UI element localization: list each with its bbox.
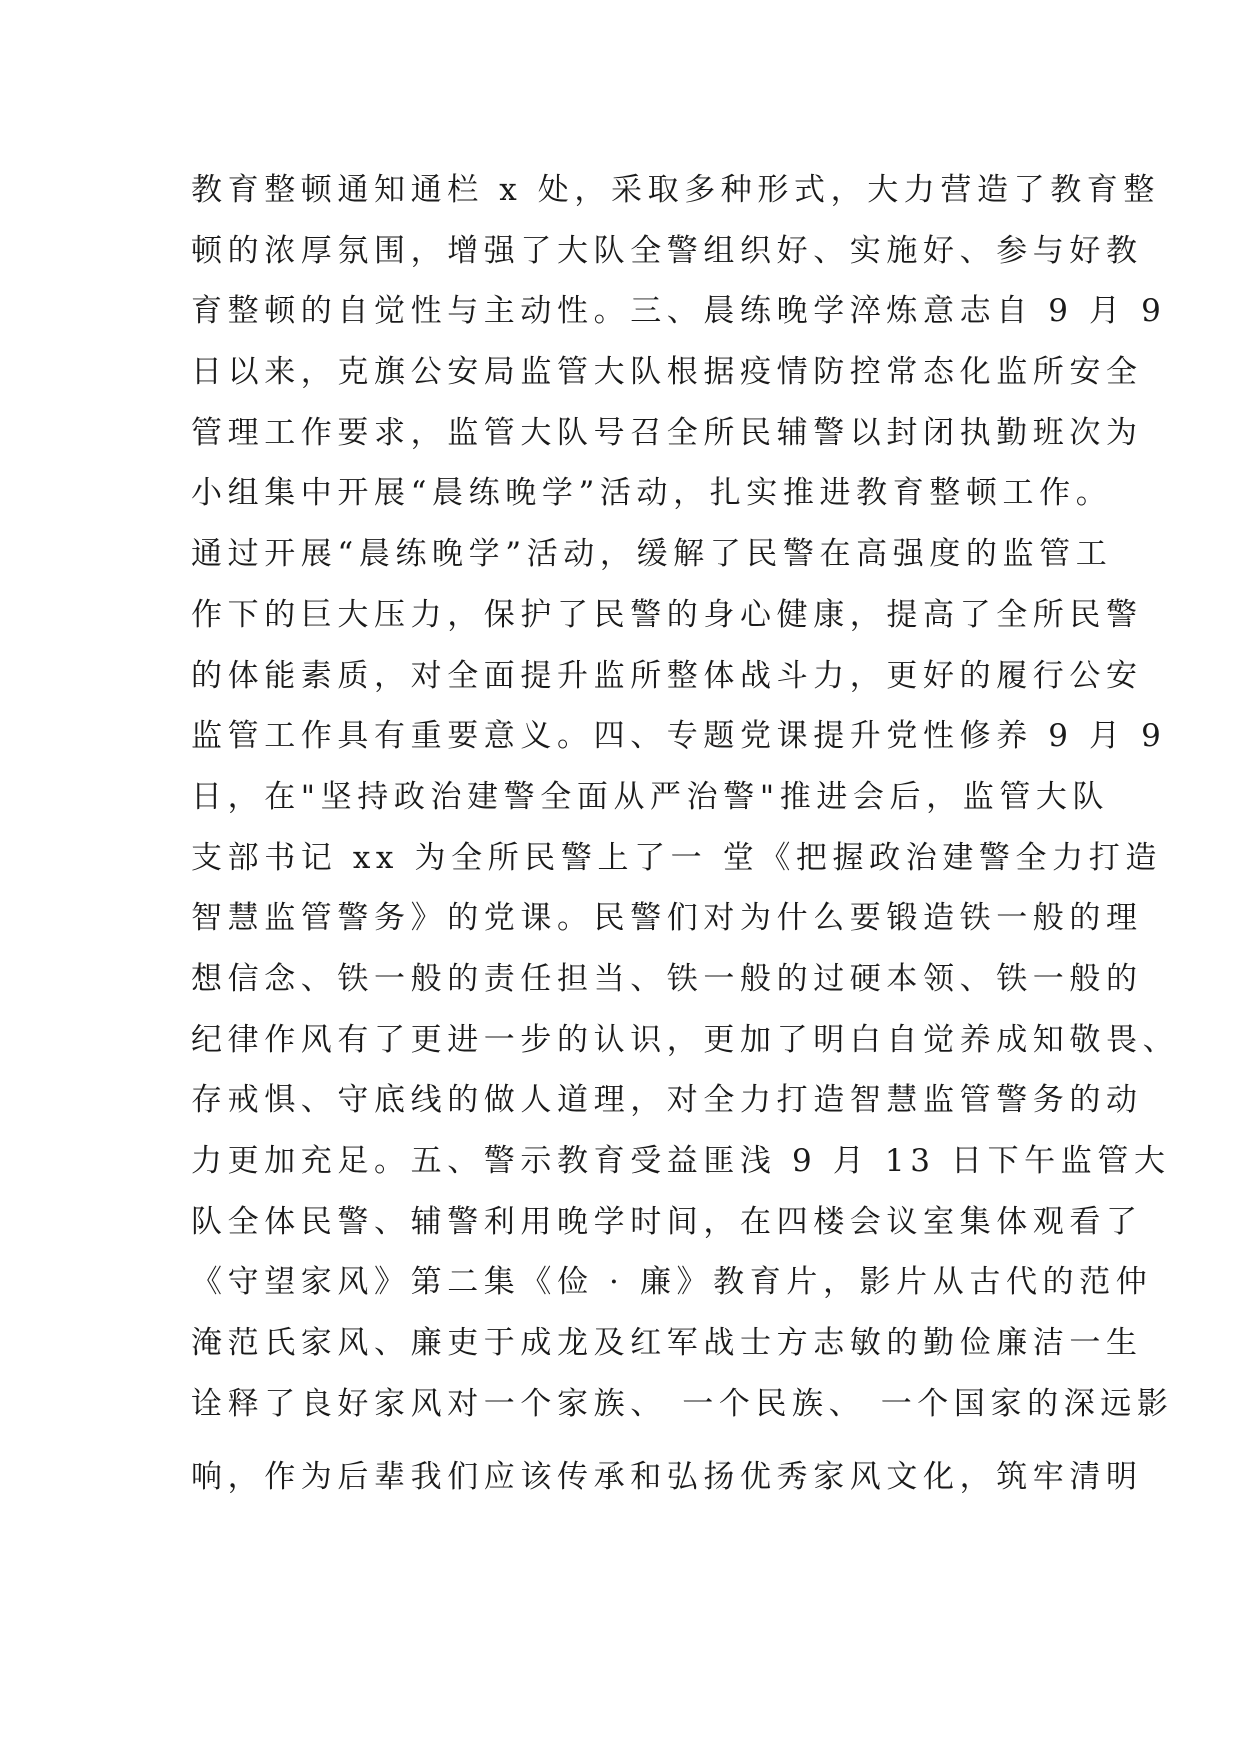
text-line: 小组集中开展“晨练晚学”活动，扎实推进教育整顿工作。 xyxy=(191,475,1113,512)
text-line: 育整顿的自觉性与主动性。三、晨练晚学淬炼意志自 9 月 9 xyxy=(191,293,1167,330)
text-line: 管理工作要求，监管大队号召全所民辅警以封闭执勤班次为 xyxy=(191,414,1143,451)
text-line: 诠释了良好家风对一个家族、 一个民族、 一个国家的深远影 xyxy=(191,1385,1174,1422)
text-line: 作下的巨大压力，保护了民警的身心健康，提高了全所民警 xyxy=(191,596,1143,633)
text-line: 力更加充足。五、警示教育受益匪浅 9 月 13 日下午监管大 xyxy=(191,1143,1171,1179)
text-line: 队全体民警、辅警利用晚学时间，在四楼会议室集体观看了 xyxy=(191,1203,1143,1240)
text-line: 响，作为后辈我们应该传承和弘扬优秀家风文化，筑牢清明 xyxy=(191,1459,1143,1496)
text-line: 顿的浓厚氛围，增强了大队全警组织好、实施好、参与好教 xyxy=(191,232,1143,269)
text-line: 存戒惧、守底线的做人道理，对全力打造智慧监管警务的动 xyxy=(191,1082,1143,1119)
text-line: 日以来，克旗公安局监管大队根据疫情防控常态化监所安全 xyxy=(191,354,1143,391)
text-line: 的体能素质，对全面提升监所整体战斗力，更好的履行公安 xyxy=(191,657,1143,694)
text-line: 教育整顿通知通栏 x 处，采取多种形式，大力营造了教育整 xyxy=(191,172,1160,208)
text-line: 纪律作风有了更进一步的认识，更加了明白自觉养成知敬畏、 xyxy=(191,1021,1180,1058)
text-line: 淹范氏家风、廉吏于成龙及红军战士方志敏的勤俭廉洁一生 xyxy=(191,1325,1143,1362)
text-line: 支部书记 xx 为全所民警上了一 堂《把握政治建警全力打造 xyxy=(191,839,1162,876)
text-line: 《守望家风》第二集《俭 · 廉》教育片，影片从古代的范仲 xyxy=(191,1264,1153,1301)
text-line: 日，在"坚持政治建警全面从严治警"推进会后，监管大队 xyxy=(191,778,1110,815)
text-line: 监管工作具有重要意义。四、专题党课提升党性修养 9 月 9 xyxy=(191,718,1167,755)
text-line: 智慧监管警务》的党课。民警们对为什么要锻造铁一般的理 xyxy=(191,900,1143,937)
text-line: 想信念、铁一般的责任担当、铁一般的过硬本领、铁一般的 xyxy=(191,960,1143,997)
body-text xyxy=(191,160,1180,1508)
text-line: 通过开展“晨练晚学”活动，缓解了民警在高强度的监管工 xyxy=(191,536,1113,573)
